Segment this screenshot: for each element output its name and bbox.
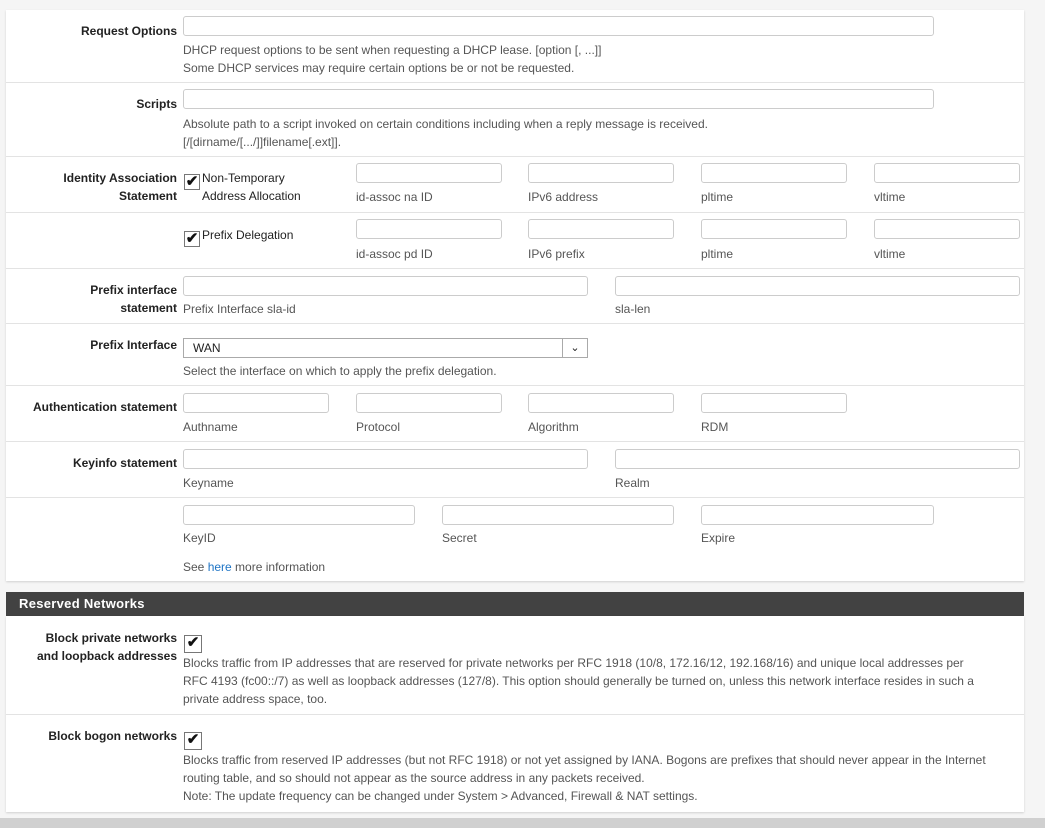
block-bogon-hint: Note: The update frequency can be changed under System > Advanced, Firewall & NAT settings. [183, 789, 698, 803]
pd-vltime-input[interactable] [874, 219, 1020, 239]
block-bogon-hint: Blocks traffic from reserved IP addresses (but not RFC 1918) or not yet assigned by IANA. Bogons are prefixes that should never appear in the Internet [183, 753, 986, 767]
field-hint: IPv6 address [528, 190, 599, 204]
non-temporary-label: Non-Temporary Address Allocation [202, 171, 301, 203]
field-hint: Keyname [183, 476, 234, 490]
divider [6, 212, 1024, 213]
block-private-checkbox[interactable]: ✔ [184, 635, 202, 653]
prefix-delegation-checkbox[interactable]: ✔ [185, 230, 199, 247]
authname-input[interactable] [183, 393, 329, 413]
chevron-down-icon: ⌄ [562, 339, 587, 357]
more-info-text: See here more information [183, 560, 326, 574]
request-options-label: Request Options [80, 24, 177, 38]
selected-value: WAN [193, 341, 221, 355]
field-hint: Algorithm [528, 420, 579, 434]
request-options-hint: Some DHCP services may require certain options be or not be requested. [183, 61, 575, 75]
divider [6, 82, 1024, 83]
field-hint: Secret [442, 531, 477, 545]
divider [6, 323, 1024, 324]
divider [6, 714, 1024, 715]
scripts-label: Scripts [136, 97, 177, 111]
block-private-hint: RFC 4193 (fc00::/7) as well as loopback addresses (127/8). This option should generally be turned on, unless this network interface resides in such a [183, 674, 974, 688]
field-hint: sla-len [615, 302, 651, 316]
block-bogon-hint: routing table, and so should not appear as the source address in any packets received. [183, 771, 645, 785]
keyinfo-statement-label: Keyinfo statement [72, 456, 177, 470]
field-hint: pltime [701, 247, 734, 261]
ipv6-address-input[interactable] [528, 163, 674, 183]
keyname-input[interactable] [183, 449, 588, 469]
sla-id-input[interactable] [183, 276, 588, 296]
field-hint: KeyID [183, 531, 216, 545]
prefix-delegation-label: Prefix Delegation [202, 228, 294, 242]
secret-input[interactable] [442, 505, 674, 525]
identity-association-label: Identity Association Statement [63, 171, 177, 203]
request-options-input[interactable] [183, 16, 934, 36]
field-hint: vltime [874, 190, 906, 204]
prefix-interface-statement-label: Prefix interface statement [90, 283, 177, 315]
field-hint: id-assoc pd ID [356, 247, 433, 261]
divider [6, 385, 1024, 386]
scripts-input[interactable] [183, 89, 934, 109]
field-hint: pltime [701, 190, 734, 204]
protocol-input[interactable] [356, 393, 502, 413]
field-hint: id-assoc na ID [356, 190, 433, 204]
field-hint: Realm [615, 476, 650, 490]
na-vltime-input[interactable] [874, 163, 1020, 183]
block-private-hint: private address space, too. [183, 692, 328, 706]
pd-pltime-input[interactable] [701, 219, 847, 239]
authentication-statement-label: Authentication statement [32, 400, 177, 414]
keyid-input[interactable] [183, 505, 415, 525]
block-private-hint: Blocks traffic from IP addresses that are reserved for private networks per RFC 1918 (10/8, 172.16/12, 192.168/16) and unique local addresses per [183, 656, 964, 670]
prefix-interface-label: Prefix Interface [90, 338, 177, 352]
horizontal-scrollbar[interactable] [0, 818, 1045, 828]
prefix-interface-select[interactable] [183, 338, 588, 358]
id-assoc-pd-id-input[interactable] [356, 219, 502, 239]
divider [6, 156, 1024, 157]
scripts-hint: Absolute path to a script invoked on certain conditions including when a reply message is received. [183, 117, 708, 131]
request-options-hint: DHCP request options to be sent when requesting a DHCP lease. [option [, ...]] [183, 43, 602, 57]
field-hint: vltime [874, 247, 906, 261]
ipv6-prefix-input[interactable] [528, 219, 674, 239]
field-hint: Prefix Interface sla-id [183, 302, 296, 316]
realm-input[interactable] [615, 449, 1020, 469]
rdm-input[interactable] [701, 393, 847, 413]
divider [6, 441, 1024, 442]
sla-len-input[interactable] [615, 276, 1020, 296]
non-temporary-checkbox[interactable]: ✔ [185, 173, 199, 190]
block-bogon-checkbox[interactable]: ✔ [184, 732, 202, 750]
here-link[interactable]: here [207, 560, 232, 574]
field-hint: RDM [701, 420, 729, 434]
field-hint: IPv6 prefix [528, 247, 585, 261]
algorithm-input[interactable] [528, 393, 674, 413]
divider [6, 268, 1024, 269]
field-hint: Expire [701, 531, 736, 545]
block-bogon-label: Block bogon networks [48, 729, 177, 743]
divider [6, 497, 1024, 498]
field-hint: Protocol [356, 420, 401, 434]
id-assoc-na-id-input[interactable] [356, 163, 502, 183]
field-hint: Authname [183, 420, 238, 434]
reserved-networks-header: Reserved Networks [6, 592, 1024, 616]
na-pltime-input[interactable] [701, 163, 847, 183]
block-private-label: Block private networks and loopback addresses [36, 631, 177, 663]
scripts-hint: [/[dirname/[.../]]filename[.ext]]. [183, 135, 342, 149]
prefix-interface-hint: Select the interface on which to apply the prefix delegation. [183, 364, 497, 378]
expire-input[interactable] [701, 505, 934, 525]
